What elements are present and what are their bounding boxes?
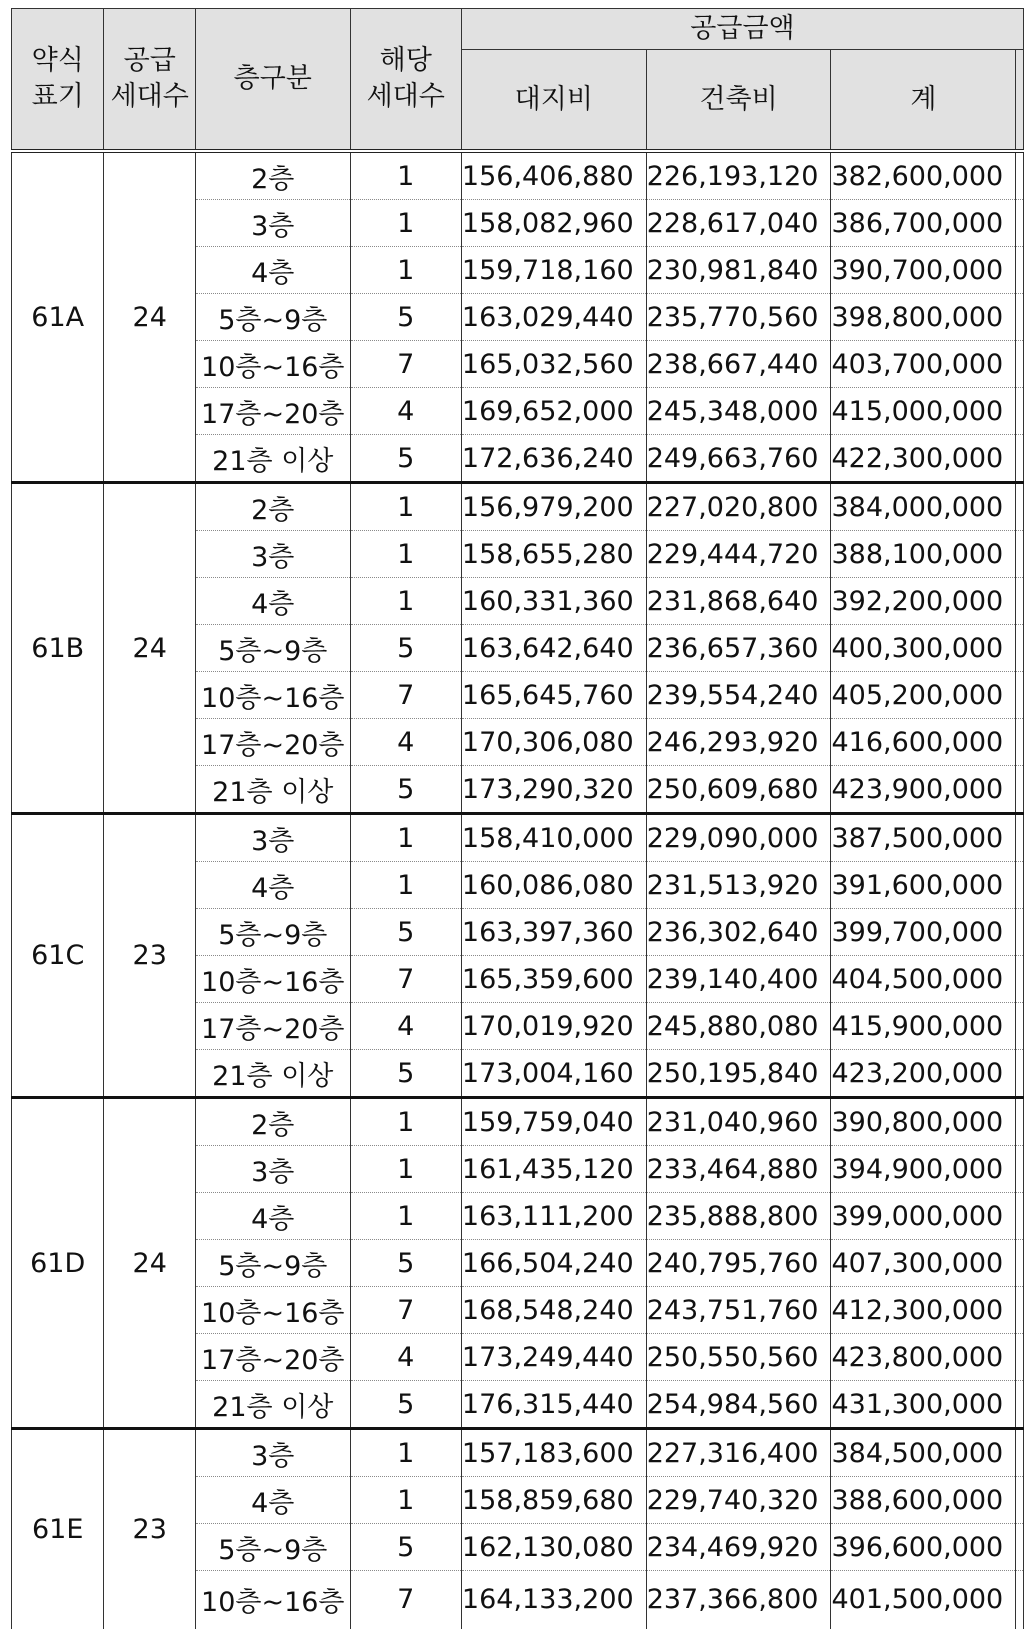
unit-type-cell: 61C (12, 814, 104, 1098)
extra-column-cell (1016, 814, 1024, 862)
units-count-cell: 7 (350, 1571, 461, 1629)
land-cost-cell: 172,636,240 (461, 435, 646, 483)
building-cost-cell: 254,984,560 (646, 1381, 831, 1429)
extra-column-cell (1016, 672, 1024, 719)
land-cost-cell: 160,331,360 (461, 578, 646, 625)
extra-column-cell (1016, 483, 1024, 531)
building-cost-cell: 229,740,320 (646, 1477, 831, 1524)
building-cost-cell: 227,020,800 (646, 483, 831, 531)
floor-range-cell: 10층~16층 (195, 1287, 350, 1334)
building-cost-cell: 234,469,920 (646, 1524, 831, 1571)
units-count-cell: 1 (350, 151, 461, 200)
building-cost-cell: 245,348,000 (646, 388, 831, 435)
extra-column-cell (1016, 151, 1024, 200)
extra-column-cell (1016, 435, 1024, 483)
extra-column-cell (1016, 1146, 1024, 1193)
total-price-cell: 386,700,000 (831, 200, 1016, 247)
total-price-cell: 423,800,000 (831, 1334, 1016, 1381)
units-count-cell: 5 (350, 766, 461, 814)
extra-column-cell (1016, 578, 1024, 625)
floor-range-cell: 3층 (195, 200, 350, 247)
units-count-cell: 1 (350, 1429, 461, 1477)
extra-column-cell (1016, 1381, 1024, 1429)
units-count-cell: 1 (350, 200, 461, 247)
supply-units-cell: 24 (104, 483, 196, 814)
units-count-cell: 4 (350, 1334, 461, 1381)
units-count-cell: 5 (350, 1524, 461, 1571)
floor-range-cell: 17층~20층 (195, 388, 350, 435)
total-price-cell: 398,800,000 (831, 294, 1016, 341)
floor-range-cell: 10층~16층 (195, 672, 350, 719)
supply-units-cell: 23 (104, 1429, 196, 1629)
units-count-cell: 1 (350, 1098, 461, 1146)
units-count-cell: 1 (350, 1477, 461, 1524)
unit-type-cell: 61A (12, 151, 104, 483)
land-cost-cell: 169,652,000 (461, 388, 646, 435)
units-count-cell: 1 (350, 1193, 461, 1240)
unit-type-cell: 61D (12, 1098, 104, 1429)
land-cost-cell: 163,029,440 (461, 294, 646, 341)
units-count-cell: 1 (350, 531, 461, 578)
floor-range-cell: 17층~20층 (195, 1334, 350, 1381)
land-cost-cell: 161,435,120 (461, 1146, 646, 1193)
land-cost-cell: 159,759,040 (461, 1098, 646, 1146)
units-count-cell: 1 (350, 862, 461, 909)
building-cost-cell: 236,302,640 (646, 909, 831, 956)
unit-type-cell: 61E (12, 1429, 104, 1629)
floor-range-cell: 5층~9층 (195, 294, 350, 341)
building-cost-cell: 231,868,640 (646, 578, 831, 625)
floor-range-cell: 3층 (195, 1429, 350, 1477)
floor-range-cell: 2층 (195, 151, 350, 200)
building-cost-cell: 237,366,800 (646, 1571, 831, 1629)
total-price-cell: 416,600,000 (831, 719, 1016, 766)
header-land-cost: 대지비 (461, 50, 646, 152)
total-price-cell: 423,900,000 (831, 766, 1016, 814)
table-row (12, 1429, 1024, 1477)
extra-column-cell (1016, 1571, 1024, 1629)
land-cost-cell: 162,130,080 (461, 1524, 646, 1571)
units-count-cell: 1 (350, 1146, 461, 1193)
extra-column-cell (1016, 625, 1024, 672)
extra-column-cell (1016, 247, 1024, 294)
land-cost-cell: 163,111,200 (461, 1193, 646, 1240)
table-row (12, 483, 1024, 531)
land-cost-cell: 173,290,320 (461, 766, 646, 814)
supply-units-cell: 23 (104, 814, 196, 1098)
total-price-cell: 388,100,000 (831, 531, 1016, 578)
building-cost-cell: 228,617,040 (646, 200, 831, 247)
total-price-cell: 415,000,000 (831, 388, 1016, 435)
land-cost-cell: 156,406,880 (461, 151, 646, 200)
total-price-cell: 394,900,000 (831, 1146, 1016, 1193)
supply-units-cell: 24 (104, 1098, 196, 1429)
total-price-cell: 405,200,000 (831, 672, 1016, 719)
units-count-cell: 5 (350, 1381, 461, 1429)
units-count-cell: 4 (350, 719, 461, 766)
units-count-cell: 4 (350, 388, 461, 435)
building-cost-cell: 235,770,560 (646, 294, 831, 341)
extra-column-cell (1016, 909, 1024, 956)
total-price-cell: 412,300,000 (831, 1287, 1016, 1334)
total-price-cell: 407,300,000 (831, 1240, 1016, 1287)
extra-column-cell (1016, 1429, 1024, 1477)
price-table-sheet (11, 8, 1024, 1629)
extra-column-cell (1016, 1240, 1024, 1287)
total-price-cell: 391,600,000 (831, 862, 1016, 909)
units-count-cell: 5 (350, 909, 461, 956)
land-cost-cell: 157,183,600 (461, 1429, 646, 1477)
units-count-cell: 5 (350, 1240, 461, 1287)
units-count-cell: 7 (350, 1287, 461, 1334)
land-cost-cell: 165,359,600 (461, 956, 646, 1003)
units-count-cell: 1 (350, 814, 461, 862)
floor-range-cell: 5층~9층 (195, 1524, 350, 1571)
price-table (11, 8, 1024, 1629)
building-cost-cell: 246,293,920 (646, 719, 831, 766)
total-price-cell: 399,700,000 (831, 909, 1016, 956)
units-count-cell: 7 (350, 341, 461, 388)
units-count-cell: 1 (350, 247, 461, 294)
land-cost-cell: 159,718,160 (461, 247, 646, 294)
floor-range-cell: 5층~9층 (195, 909, 350, 956)
extra-column-cell (1016, 1287, 1024, 1334)
header-building-cost: 건축비 (646, 50, 831, 152)
total-price-cell: 415,900,000 (831, 1003, 1016, 1050)
building-cost-cell: 235,888,800 (646, 1193, 831, 1240)
land-cost-cell: 168,548,240 (461, 1287, 646, 1334)
total-price-cell: 400,300,000 (831, 625, 1016, 672)
header-supply-amount: 공급금액 (461, 9, 1023, 50)
building-cost-cell: 231,040,960 (646, 1098, 831, 1146)
units-count-cell: 5 (350, 435, 461, 483)
floor-range-cell: 3층 (195, 531, 350, 578)
total-price-cell: 401,500,000 (831, 1571, 1016, 1629)
land-cost-cell: 163,642,640 (461, 625, 646, 672)
extra-column-cell (1016, 1334, 1024, 1381)
floor-range-cell: 21층 이상 (195, 1381, 350, 1429)
supply-units-cell: 24 (104, 151, 196, 483)
total-price-cell: 403,700,000 (831, 341, 1016, 388)
floor-range-cell: 10층~16층 (195, 1571, 350, 1629)
total-price-cell: 384,000,000 (831, 483, 1016, 531)
extra-column-cell (1016, 341, 1024, 388)
floor-range-cell: 10층~16층 (195, 341, 350, 388)
total-price-cell: 423,200,000 (831, 1050, 1016, 1098)
header-total: 계 (831, 50, 1016, 152)
header-floor: 층구분 (195, 9, 350, 152)
floor-range-cell: 3층 (195, 1146, 350, 1193)
extra-column-cell (1016, 1477, 1024, 1524)
extra-column-cell (1016, 200, 1024, 247)
floor-range-cell: 17층~20층 (195, 1003, 350, 1050)
units-count-cell: 5 (350, 294, 461, 341)
building-cost-cell: 236,657,360 (646, 625, 831, 672)
land-cost-cell: 165,645,760 (461, 672, 646, 719)
table-row (12, 814, 1024, 862)
land-cost-cell: 160,086,080 (461, 862, 646, 909)
building-cost-cell: 229,090,000 (646, 814, 831, 862)
header-supply-units: 공급 세대수 (104, 9, 196, 152)
land-cost-cell: 158,082,960 (461, 200, 646, 247)
total-price-cell: 404,500,000 (831, 956, 1016, 1003)
extra-column-cell (1016, 719, 1024, 766)
extra-column-cell (1016, 1098, 1024, 1146)
building-cost-cell: 233,464,880 (646, 1146, 831, 1193)
building-cost-cell: 231,513,920 (646, 862, 831, 909)
building-cost-cell: 239,140,400 (646, 956, 831, 1003)
units-count-cell: 7 (350, 672, 461, 719)
floor-range-cell: 2층 (195, 483, 350, 531)
floor-range-cell: 21층 이상 (195, 1050, 350, 1098)
total-price-cell: 390,700,000 (831, 247, 1016, 294)
table-row (12, 151, 1024, 200)
floor-range-cell: 5층~9층 (195, 1240, 350, 1287)
extra-column-cell (1016, 1003, 1024, 1050)
land-cost-cell: 163,397,360 (461, 909, 646, 956)
total-price-cell: 392,200,000 (831, 578, 1016, 625)
unit-type-cell: 61B (12, 483, 104, 814)
floor-range-cell: 5층~9층 (195, 625, 350, 672)
building-cost-cell: 245,880,080 (646, 1003, 831, 1050)
total-price-cell: 396,600,000 (831, 1524, 1016, 1571)
floor-range-cell: 4층 (195, 862, 350, 909)
total-price-cell: 387,500,000 (831, 814, 1016, 862)
floor-range-cell: 17층~20층 (195, 719, 350, 766)
units-count-cell: 4 (350, 1003, 461, 1050)
units-count-cell: 7 (350, 956, 461, 1003)
building-cost-cell: 238,667,440 (646, 341, 831, 388)
total-price-cell: 399,000,000 (831, 1193, 1016, 1240)
extra-column-cell (1016, 1050, 1024, 1098)
header-units: 해당 세대수 (350, 9, 461, 152)
header-extra-column (1016, 50, 1024, 152)
price-table-body (12, 151, 1024, 1629)
floor-range-cell: 21층 이상 (195, 435, 350, 483)
floor-range-cell: 10층~16층 (195, 956, 350, 1003)
extra-column-cell (1016, 862, 1024, 909)
land-cost-cell: 166,504,240 (461, 1240, 646, 1287)
floor-range-cell: 4층 (195, 1477, 350, 1524)
floor-range-cell: 4층 (195, 1193, 350, 1240)
total-price-cell: 431,300,000 (831, 1381, 1016, 1429)
land-cost-cell: 170,306,080 (461, 719, 646, 766)
building-cost-cell: 229,444,720 (646, 531, 831, 578)
building-cost-cell: 249,663,760 (646, 435, 831, 483)
building-cost-cell: 243,751,760 (646, 1287, 831, 1334)
total-price-cell: 390,800,000 (831, 1098, 1016, 1146)
floor-range-cell: 4층 (195, 247, 350, 294)
land-cost-cell: 165,032,560 (461, 341, 646, 388)
units-count-cell: 1 (350, 483, 461, 531)
land-cost-cell: 170,019,920 (461, 1003, 646, 1050)
building-cost-cell: 250,195,840 (646, 1050, 831, 1098)
table-row (12, 1098, 1024, 1146)
building-cost-cell: 226,193,120 (646, 151, 831, 200)
header-type: 약식 표기 (12, 9, 104, 152)
total-price-cell: 388,600,000 (831, 1477, 1016, 1524)
total-price-cell: 422,300,000 (831, 435, 1016, 483)
building-cost-cell: 240,795,760 (646, 1240, 831, 1287)
floor-range-cell: 2층 (195, 1098, 350, 1146)
total-price-cell: 382,600,000 (831, 151, 1016, 200)
land-cost-cell: 158,655,280 (461, 531, 646, 578)
extra-column-cell (1016, 388, 1024, 435)
land-cost-cell: 173,249,440 (461, 1334, 646, 1381)
extra-column-cell (1016, 956, 1024, 1003)
building-cost-cell: 227,316,400 (646, 1429, 831, 1477)
extra-column-cell (1016, 294, 1024, 341)
land-cost-cell: 158,859,680 (461, 1477, 646, 1524)
units-count-cell: 5 (350, 625, 461, 672)
land-cost-cell: 158,410,000 (461, 814, 646, 862)
floor-range-cell: 21층 이상 (195, 766, 350, 814)
units-count-cell: 5 (350, 1050, 461, 1098)
floor-range-cell: 4층 (195, 578, 350, 625)
total-price-cell: 384,500,000 (831, 1429, 1016, 1477)
floor-range-cell: 3층 (195, 814, 350, 862)
land-cost-cell: 156,979,200 (461, 483, 646, 531)
land-cost-cell: 173,004,160 (461, 1050, 646, 1098)
extra-column-cell (1016, 1193, 1024, 1240)
building-cost-cell: 239,554,240 (646, 672, 831, 719)
land-cost-cell: 176,315,440 (461, 1381, 646, 1429)
land-cost-cell: 164,133,200 (461, 1571, 646, 1629)
building-cost-cell: 250,550,560 (646, 1334, 831, 1381)
extra-column-cell (1016, 1524, 1024, 1571)
building-cost-cell: 250,609,680 (646, 766, 831, 814)
extra-column-cell (1016, 531, 1024, 578)
units-count-cell: 1 (350, 578, 461, 625)
extra-column-cell (1016, 766, 1024, 814)
building-cost-cell: 230,981,840 (646, 247, 831, 294)
